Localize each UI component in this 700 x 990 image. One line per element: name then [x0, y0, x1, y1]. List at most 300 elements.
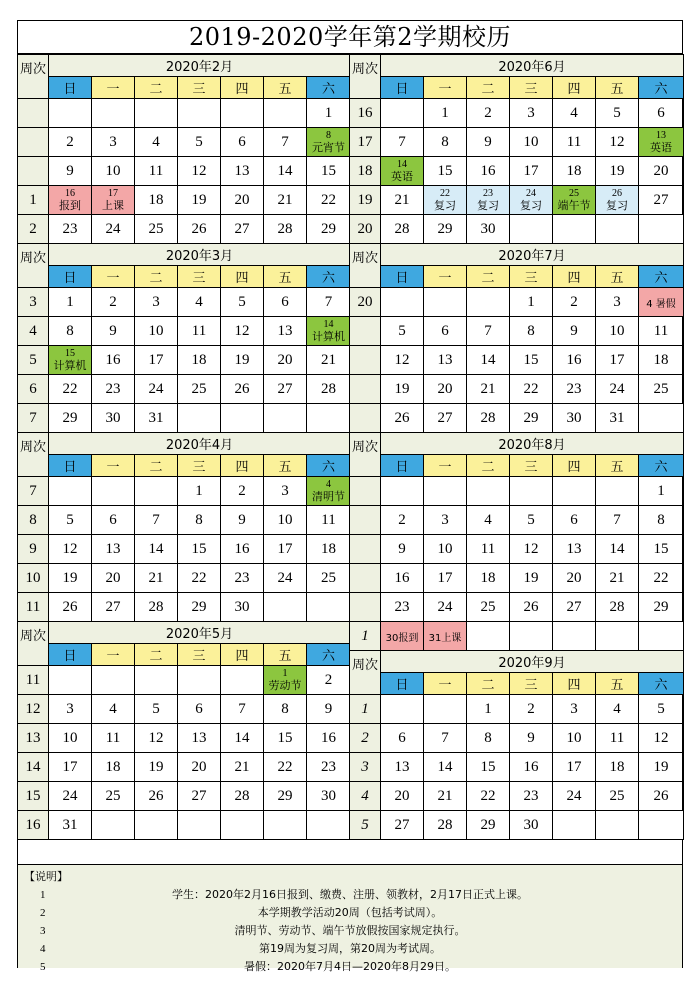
empty-day-cell: [135, 99, 178, 128]
week-number: [18, 157, 49, 186]
weekday-header: 三: [510, 455, 553, 477]
day-cell: 9: [49, 157, 92, 186]
day-cell: 28: [221, 782, 264, 811]
week-row: [350, 535, 684, 564]
week-number: [350, 317, 381, 346]
weekday-header: 六: [307, 644, 351, 666]
day-cell: 15: [264, 724, 307, 753]
weekday-header: 三: [178, 266, 221, 288]
school-calendar: [17, 20, 683, 973]
weekday-header: 五: [264, 455, 307, 477]
day-cell: 8: [467, 724, 510, 753]
day-cell: 29: [264, 782, 307, 811]
week-number: 15: [18, 782, 49, 811]
day-cell: 20: [221, 186, 264, 215]
day-cell: 6: [553, 506, 596, 535]
week-row: [350, 375, 684, 404]
day-cell: 6: [92, 506, 135, 535]
day-cell: 3: [424, 506, 467, 535]
day-cell: 15: [467, 753, 510, 782]
day-cell: 4: [178, 288, 221, 317]
day-cell: 24: [596, 375, 639, 404]
day-cell: 23: [553, 375, 596, 404]
day-number: 8: [326, 130, 331, 141]
day-cell: 3: [553, 695, 596, 724]
week-column-header: 周次: [18, 244, 49, 288]
event-day-cell: [639, 128, 684, 157]
day-cell: 2: [92, 288, 135, 317]
day-cell: 11: [467, 535, 510, 564]
day-cell: 18: [596, 753, 639, 782]
left-calendar-column: [17, 54, 351, 840]
week-number: 4: [350, 782, 381, 811]
weekday-header-row: [350, 266, 684, 288]
day-cell: 29: [307, 215, 351, 244]
empty-day-cell: [639, 622, 684, 651]
day-cell: 20: [553, 564, 596, 593]
event-label: 计算机: [312, 330, 345, 343]
week-number: 3: [350, 753, 381, 782]
day-cell: 6: [221, 128, 264, 157]
weekday-header: 三: [178, 455, 221, 477]
day-cell: 5: [221, 288, 264, 317]
weekday-header: 三: [510, 673, 553, 695]
day-cell: 12: [178, 157, 221, 186]
day-cell: 10: [135, 317, 178, 346]
month-title: 2020年2月: [49, 55, 351, 77]
event-label: 劳动节: [268, 679, 302, 692]
weekday-header: 一: [92, 644, 135, 666]
day-cell: 20: [381, 782, 424, 811]
weekday-header: 二: [467, 673, 510, 695]
day-number: 1: [282, 668, 288, 679]
empty-day-cell: [135, 477, 178, 506]
day-cell: 18: [92, 753, 135, 782]
weekday-header: 一: [424, 77, 467, 99]
event-day-cell: 30报到: [381, 622, 424, 651]
day-cell: 9: [553, 317, 596, 346]
day-cell: 17: [264, 535, 307, 564]
week-number: 1: [18, 186, 49, 215]
note-item: [18, 886, 682, 904]
day-cell: 13: [381, 753, 424, 782]
day-cell: 16: [221, 535, 264, 564]
event-day-cell: [92, 186, 135, 215]
weekday-header: 二: [135, 455, 178, 477]
empty-day-cell: [553, 477, 596, 506]
empty-day-cell: [264, 811, 307, 840]
day-cell: 8: [178, 506, 221, 535]
event-day-cell: [424, 186, 467, 215]
empty-day-cell: [424, 477, 467, 506]
month-title: 2020年3月: [49, 244, 351, 266]
day-cell: 4: [92, 695, 135, 724]
empty-day-cell: [178, 811, 221, 840]
day-cell: 21: [307, 346, 351, 375]
week-row: [350, 564, 684, 593]
empty-day-cell: [510, 215, 553, 244]
day-cell: 26: [178, 215, 221, 244]
weekday-header: 三: [510, 266, 553, 288]
weekday-header: 一: [424, 266, 467, 288]
day-cell: 12: [596, 128, 639, 157]
day-cell: 2: [221, 477, 264, 506]
day-cell: 14: [135, 535, 178, 564]
day-cell: 25: [307, 564, 351, 593]
event-label: 英语: [391, 170, 413, 183]
week-row: [350, 753, 684, 782]
day-cell: 23: [221, 564, 264, 593]
weekday-header: 日: [49, 266, 92, 288]
week-column-header: 周次: [350, 651, 381, 695]
day-cell: 24: [135, 375, 178, 404]
day-cell: 16: [381, 564, 424, 593]
weekday-header: 四: [221, 644, 264, 666]
event-label: 端午节: [557, 199, 591, 212]
week-row: [18, 346, 351, 375]
note-item: [18, 958, 682, 976]
day-cell: 25: [178, 375, 221, 404]
day-cell: 3: [135, 288, 178, 317]
day-cell: 18: [178, 346, 221, 375]
event-label: 复习: [520, 199, 542, 212]
note-number: 4: [40, 943, 46, 955]
weekday-header: 三: [178, 644, 221, 666]
weekday-header: 四: [553, 77, 596, 99]
week-number: 7: [18, 477, 49, 506]
day-cell: 17: [135, 346, 178, 375]
day-cell: 22: [49, 375, 92, 404]
day-cell: 29: [467, 811, 510, 840]
day-cell: 17: [553, 753, 596, 782]
week-row: [18, 753, 351, 782]
day-cell: 27: [424, 404, 467, 433]
week-row: [350, 186, 684, 215]
week-row: [350, 317, 684, 346]
day-cell: 1: [510, 288, 553, 317]
week-number: 20: [350, 215, 381, 244]
weekday-header: 一: [92, 77, 135, 99]
week-row: [18, 404, 351, 433]
day-cell: 18: [307, 535, 351, 564]
day-cell: 7: [135, 506, 178, 535]
empty-day-cell: [639, 404, 684, 433]
day-cell: 16: [467, 157, 510, 186]
event-day-cell: [596, 186, 639, 215]
day-cell: 5: [596, 99, 639, 128]
week-row: [18, 477, 351, 506]
week-row: [350, 622, 684, 651]
day-cell: 19: [510, 564, 553, 593]
day-cell: 14: [596, 535, 639, 564]
event-day-cell: [510, 186, 553, 215]
day-cell: 20: [178, 753, 221, 782]
month-title-row: [350, 433, 684, 455]
empty-day-cell: [553, 215, 596, 244]
empty-day-cell: [381, 99, 424, 128]
day-cell: 11: [92, 724, 135, 753]
day-cell: 25: [135, 215, 178, 244]
day-cell: 30: [92, 404, 135, 433]
day-cell: 9: [510, 724, 553, 753]
week-column-header: 周次: [350, 244, 381, 288]
day-cell: 10: [510, 128, 553, 157]
day-cell: 15: [510, 346, 553, 375]
note-number: 2: [40, 907, 46, 919]
week-number: 4: [18, 317, 49, 346]
day-cell: 26: [135, 782, 178, 811]
day-cell: 7: [264, 128, 307, 157]
day-cell: 21: [424, 782, 467, 811]
event-label: 上课: [102, 199, 124, 212]
day-cell: 2: [467, 99, 510, 128]
weekday-header: 一: [92, 266, 135, 288]
weekday-header: 六: [639, 77, 684, 99]
month-title: 2020年9月: [381, 651, 684, 673]
week-row: [350, 593, 684, 622]
week-row: [18, 288, 351, 317]
month-title: 2020年7月: [381, 244, 684, 266]
day-cell: 9: [92, 317, 135, 346]
event-day-cell: 31上课: [424, 622, 467, 651]
week-number: 19: [350, 186, 381, 215]
empty-day-cell: [639, 811, 684, 840]
day-cell: 7: [221, 695, 264, 724]
day-cell: 20: [92, 564, 135, 593]
day-number: 13: [656, 130, 666, 141]
event-day-cell: [307, 317, 351, 346]
week-number: 10: [18, 564, 49, 593]
day-cell: 2: [49, 128, 92, 157]
empty-day-cell: [467, 288, 510, 317]
notes-heading: 【说明】: [24, 870, 68, 883]
day-cell: 18: [135, 186, 178, 215]
month-title-row: [350, 55, 684, 77]
day-cell: 25: [639, 375, 684, 404]
day-cell: 17: [596, 346, 639, 375]
day-number: 24: [526, 188, 536, 199]
note-text: 第19周为复习周，第20周为考试周。: [259, 942, 441, 955]
week-number: [350, 535, 381, 564]
day-cell: 24: [264, 564, 307, 593]
day-cell: 1: [467, 695, 510, 724]
day-cell: 10: [49, 724, 92, 753]
day-cell: 30: [221, 593, 264, 622]
week-row: [18, 506, 351, 535]
week-row: [18, 186, 351, 215]
weekday-header: 二: [135, 266, 178, 288]
event-label: 英语: [650, 141, 672, 154]
day-cell: 20: [639, 157, 684, 186]
day-cell: 22: [178, 564, 221, 593]
event-day-cell: [49, 346, 92, 375]
event-day-cell: [467, 186, 510, 215]
day-cell: 15: [424, 157, 467, 186]
day-cell: 29: [639, 593, 684, 622]
day-cell: 2: [553, 288, 596, 317]
weekday-header: 日: [381, 673, 424, 695]
day-cell: 23: [49, 215, 92, 244]
day-cell: 21: [135, 564, 178, 593]
event-label: 复习: [606, 199, 628, 212]
weekday-header: 日: [381, 77, 424, 99]
note-text: 学生：2020年2月16日报到、缴费、注册、领教材，2月17日正式上课。: [172, 888, 528, 901]
weekday-header: 四: [221, 455, 264, 477]
weekday-header: 日: [49, 77, 92, 99]
day-cell: 21: [467, 375, 510, 404]
day-cell: 22: [307, 186, 351, 215]
day-cell: 21: [381, 186, 424, 215]
day-cell: 15: [307, 157, 351, 186]
empty-day-cell: [92, 811, 135, 840]
day-cell: 9: [467, 128, 510, 157]
day-cell: 11: [553, 128, 596, 157]
day-cell: 12: [49, 535, 92, 564]
day-cell: 28: [596, 593, 639, 622]
weekday-header: 日: [381, 266, 424, 288]
day-cell: 6: [424, 317, 467, 346]
day-cell: 13: [178, 724, 221, 753]
weekday-header-row: [350, 455, 684, 477]
empty-day-cell: [596, 811, 639, 840]
day-cell: 23: [510, 782, 553, 811]
weekday-header: 五: [264, 266, 307, 288]
empty-day-cell: [596, 215, 639, 244]
day-cell: 5: [49, 506, 92, 535]
week-row: [18, 535, 351, 564]
day-cell: 29: [510, 404, 553, 433]
day-cell: 31: [49, 811, 92, 840]
month-title-row: [18, 622, 351, 644]
event-day-cell: [264, 666, 307, 695]
day-cell: 19: [221, 346, 264, 375]
day-cell: 2: [510, 695, 553, 724]
month-title: 2020年8月: [381, 433, 684, 455]
month-title-row: [18, 433, 351, 455]
day-cell: 21: [596, 564, 639, 593]
week-number: [18, 128, 49, 157]
day-cell: 7: [307, 288, 351, 317]
day-number: 23: [483, 188, 493, 199]
day-cell: 29: [424, 215, 467, 244]
weekday-header: 二: [467, 266, 510, 288]
week-number: 3: [18, 288, 49, 317]
event-day-cell: [553, 186, 596, 215]
day-cell: 19: [596, 157, 639, 186]
week-row: [18, 811, 351, 840]
week-number: 8: [18, 506, 49, 535]
week-row: [350, 99, 684, 128]
day-cell: 26: [381, 404, 424, 433]
day-cell: 11: [596, 724, 639, 753]
weekday-header: 四: [221, 266, 264, 288]
event-label: 清明节: [312, 490, 345, 503]
month-title-row: [350, 244, 684, 266]
day-cell: 8: [639, 506, 684, 535]
day-cell: 2: [307, 666, 351, 695]
weekday-header-row: [350, 673, 684, 695]
day-cell: 17: [424, 564, 467, 593]
weekday-header: 二: [135, 77, 178, 99]
day-cell: 27: [92, 593, 135, 622]
week-row: [350, 215, 684, 244]
day-cell: 10: [92, 157, 135, 186]
empty-day-cell: [49, 477, 92, 506]
day-cell: 30: [510, 811, 553, 840]
day-cell: 1: [49, 288, 92, 317]
weekday-header: 一: [424, 673, 467, 695]
empty-day-cell: [264, 593, 307, 622]
weekday-header: 五: [596, 77, 639, 99]
month-title-row: [18, 55, 351, 77]
day-cell: 22: [264, 753, 307, 782]
note-item: [18, 922, 682, 940]
week-number: 7: [18, 404, 49, 433]
day-cell: 25: [467, 593, 510, 622]
day-cell: 16: [307, 724, 351, 753]
month-title: 2020年6月: [381, 55, 684, 77]
empty-day-cell: [381, 695, 424, 724]
day-cell: 18: [467, 564, 510, 593]
day-cell: 21: [221, 753, 264, 782]
day-cell: 14: [424, 753, 467, 782]
day-cell: 13: [92, 535, 135, 564]
empty-day-cell: [178, 404, 221, 433]
week-number: 1: [350, 622, 381, 651]
weekday-header: 六: [307, 77, 351, 99]
week-row: [18, 99, 351, 128]
day-cell: 27: [221, 215, 264, 244]
day-cell: 10: [596, 317, 639, 346]
empty-day-cell: [221, 666, 264, 695]
weekday-header: 二: [135, 644, 178, 666]
day-number: 14: [323, 319, 334, 330]
note-text: 本学期教学活动20周（包括考试周）。: [257, 906, 443, 919]
day-cell: 3: [92, 128, 135, 157]
weekday-header: 二: [467, 77, 510, 99]
day-cell: 17: [49, 753, 92, 782]
day-cell: 14: [221, 724, 264, 753]
day-cell: 27: [178, 782, 221, 811]
weekday-header: 四: [221, 77, 264, 99]
day-cell: 12: [510, 535, 553, 564]
day-cell: 18: [553, 157, 596, 186]
weekday-header: 五: [264, 644, 307, 666]
empty-day-cell: [381, 288, 424, 317]
day-cell: 9: [221, 506, 264, 535]
day-cell: 11: [639, 317, 684, 346]
day-cell: 4: [596, 695, 639, 724]
day-cell: 24: [424, 593, 467, 622]
empty-day-cell: [92, 666, 135, 695]
event-day-cell: [307, 128, 351, 157]
weekday-header: 六: [307, 266, 351, 288]
week-row: [350, 157, 684, 186]
week-column-header: 周次: [18, 55, 49, 99]
page-title: 2019-2020学年第2学期校历: [18, 21, 682, 54]
empty-day-cell: [553, 622, 596, 651]
day-cell: 30: [553, 404, 596, 433]
day-cell: 7: [424, 724, 467, 753]
day-number: 25: [569, 188, 579, 199]
empty-day-cell: [510, 477, 553, 506]
empty-day-cell: [92, 99, 135, 128]
weekday-header: 六: [639, 673, 684, 695]
week-number: 9: [18, 535, 49, 564]
empty-day-cell: [264, 99, 307, 128]
empty-day-cell: [178, 666, 221, 695]
weekday-header: 六: [639, 455, 684, 477]
